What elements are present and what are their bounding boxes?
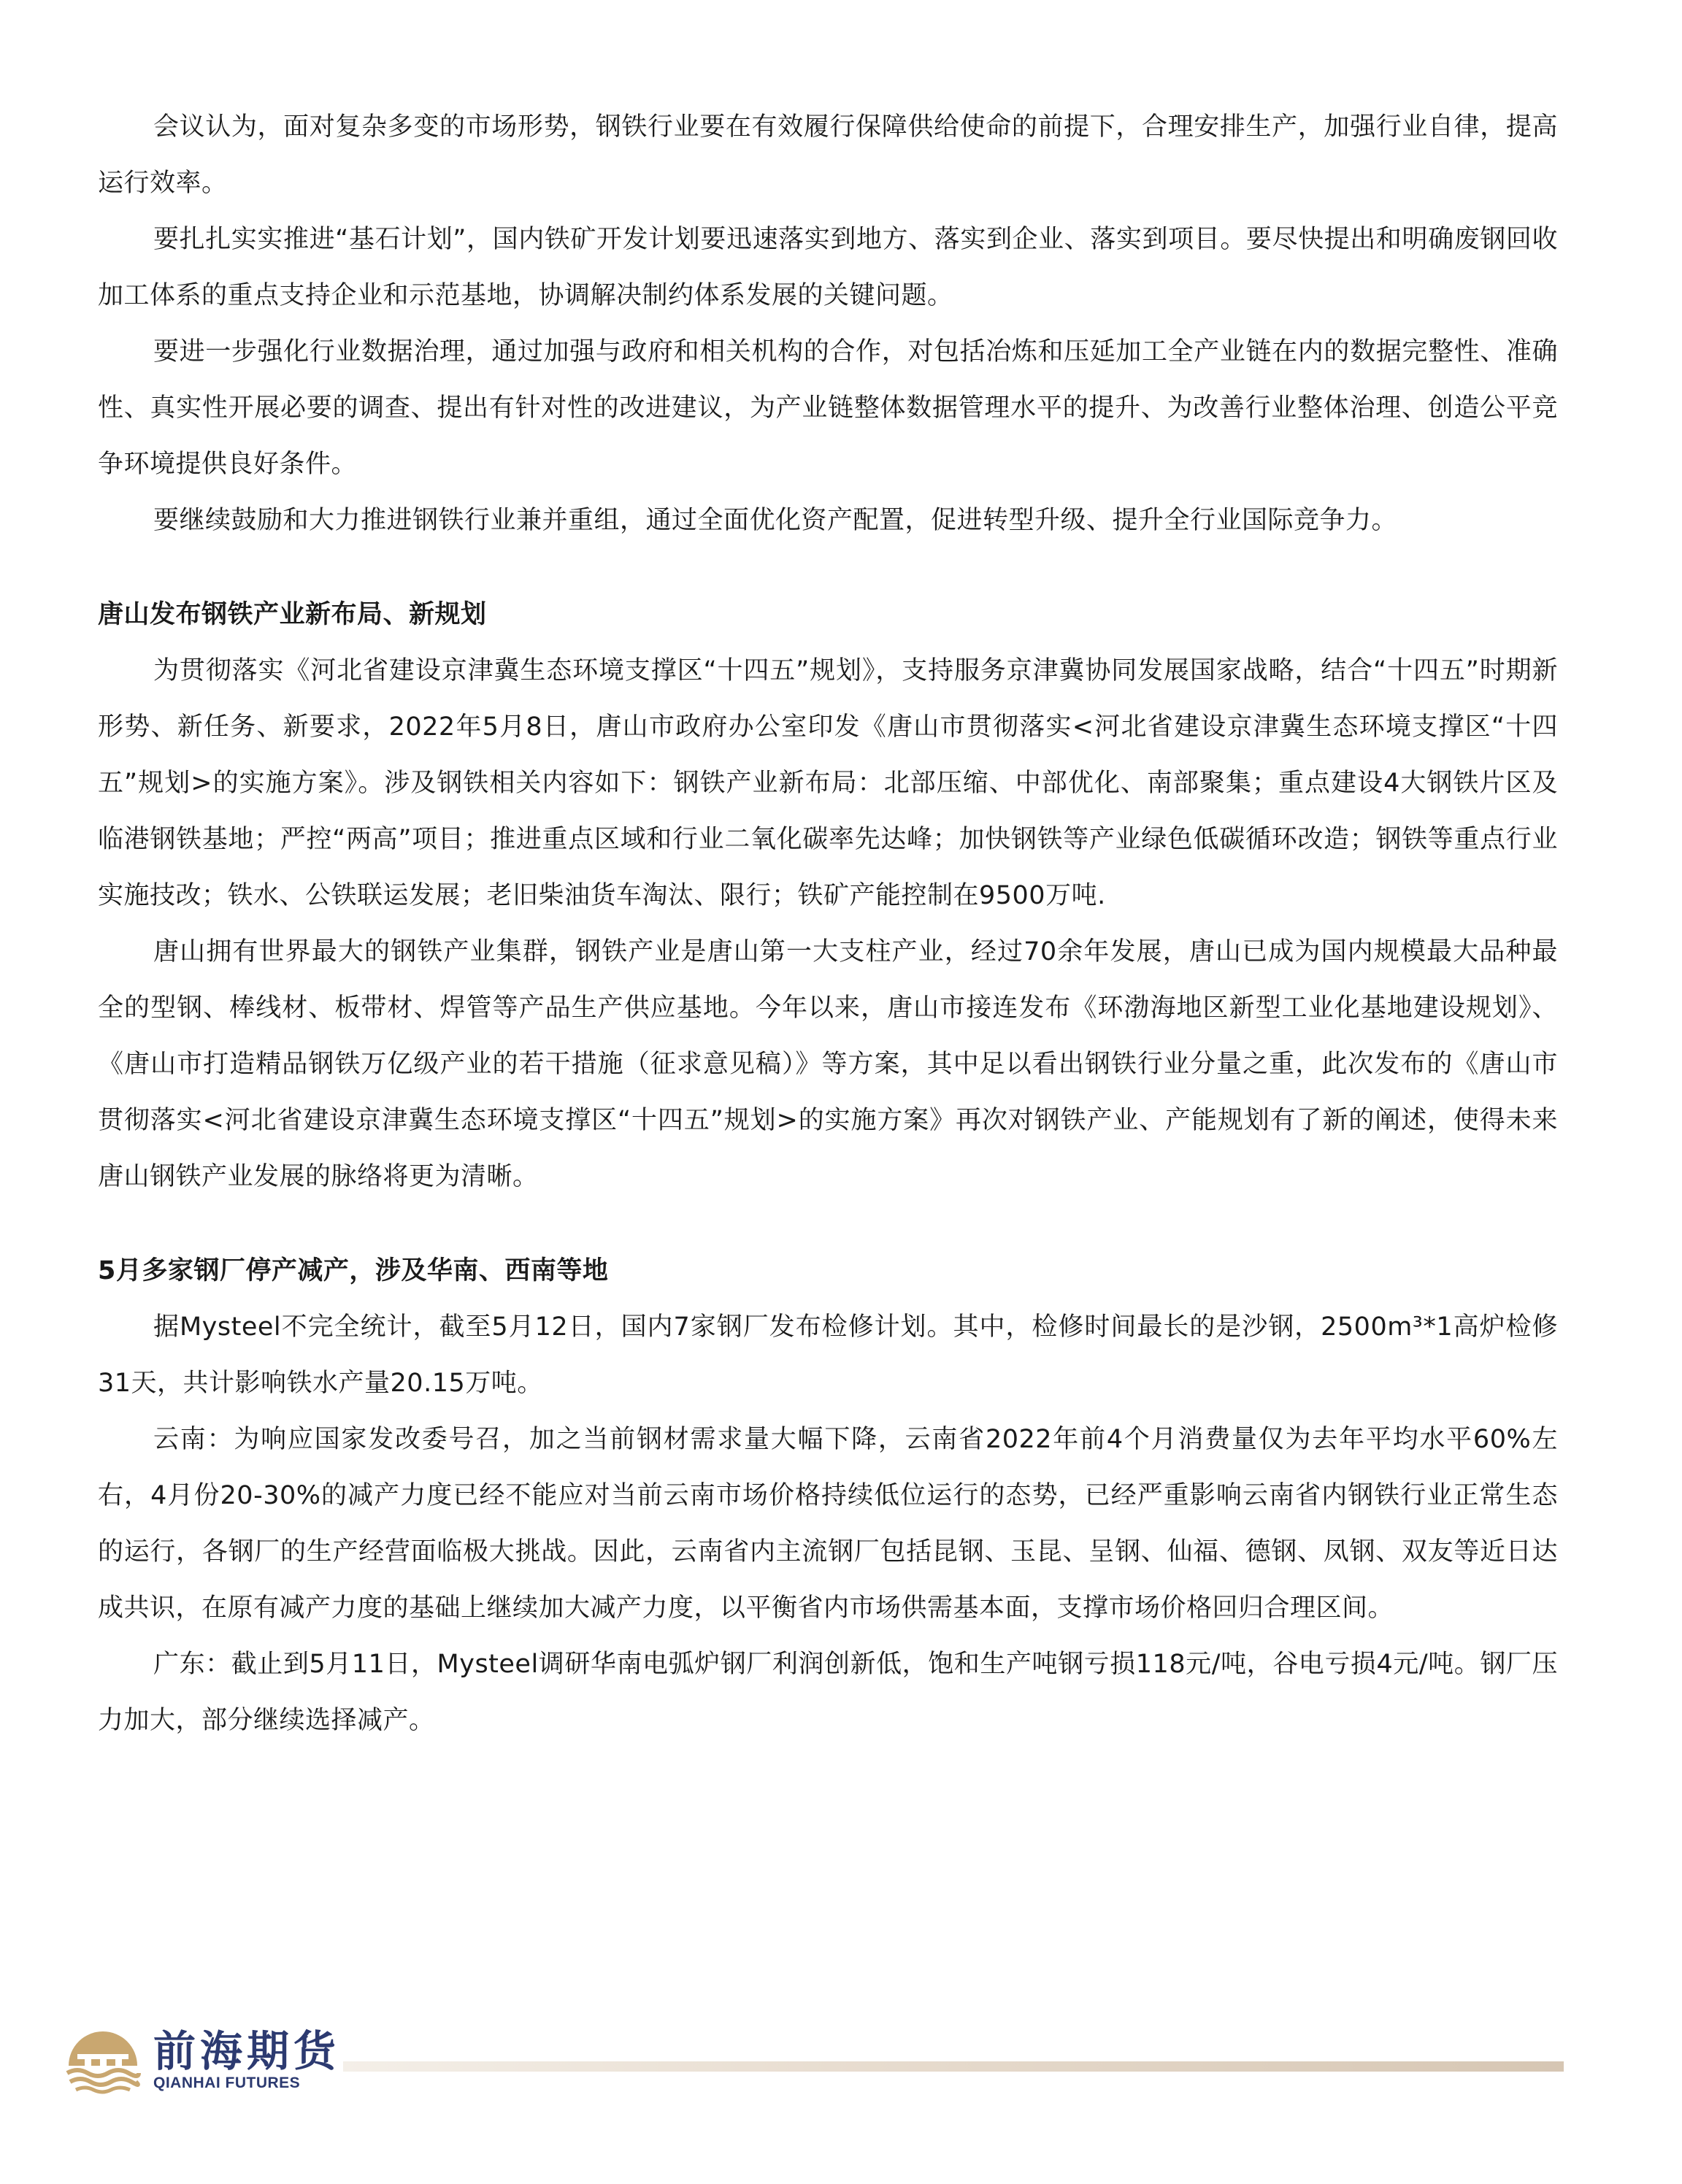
paragraph: 云南：为响应国家发改委号召，加之当前钢材需求量大幅下降，云南省2022年前4个月消费量仅为去年平均水平60%左右，4月份20-30%的减产力度已经不能应对当前云南市场价格持续低位运行的态势，已经严重影响云南省内钢铁行业正常生态的运行，各钢厂的生产经营面临极大挑战。因此，云南省内主流钢厂包括昆钢、玉昆、呈钢、仙福、德钢、凤钢、双友等近日达成共识，在原有减产力度的基础上继续加大减产力度，以平衡省内市场供需基本面，支撑市场价格回归合理区间。 (98, 1425, 1558, 1623)
paragraph: 唐山拥有世界最大的钢铁产业集群，钢铁产业是唐山第一大支柱产业，经过70余年发展，唐山已成为国内规模最大品种最全的型钢、棒线材、板带材、焊管等产品生产供应基地。今年以来，唐山市接连发布《环渤海地区新型工业化基地建设规划》、《唐山市打造精品钢铁万亿级产业的若干措施（征求意见稿）》等方案，其中足以看出钢铁行业分量之重，此次发布的《唐山市贯彻落实<河北省建设京津冀生态环境支撑区“十四五”规划>的实施方案》再次对钢铁产业、产能规划有了新的阐述，使得未来唐山钢铁产业发展的脉络将更为清晰。 (98, 937, 1558, 1191)
document-body (98, 99, 1558, 1749)
paragraph: 要扎扎实实推进“基石计划”，国内铁矿开发计划要迅速落实到地方、落实到企业、落实到项目。要尽快提出和明确废钢回收加工体系的重点支持企业和示范基地，协调解决制约体系发展的关键问题。 (98, 225, 1558, 310)
page-footer (63, 2022, 1589, 2095)
footer-divider (343, 2061, 1564, 2072)
paragraph: 广东：截止到5月11日，Mysteel调研华南电弧炉钢厂利润创新低，饱和生产吨钢亏损118元/吨，谷电亏损4元/吨。钢厂压力加大，部分继续选择减产。 (98, 1650, 1558, 1735)
section-spacer (98, 549, 1558, 587)
logo-chinese-name: 前海期货 (153, 2026, 341, 2076)
paragraph: 要进一步强化行业数据治理，通过加强与政府和相关机构的合作，对包括冶炼和压延加工全产业链在内的数据完整性、准确性、真实性开展必要的调查、提出有针对性的改进建议，为产业链整体数据管理水平的提升、为改善行业整体治理、创造公平竞争环境提供良好条件。 (98, 337, 1558, 479)
paragraph: 要继续鼓励和大力推进钢铁行业兼并重组，通过全面优化资产配置，促进转型升级、提升全行业国际竞争力。 (153, 506, 1398, 535)
section-heading: 5月多家钢厂停产减产，涉及华南、西南等地 (98, 1256, 609, 1285)
section-spacer (98, 1205, 1558, 1243)
qianhai-logo-icon (63, 2022, 143, 2095)
section-heading: 唐山发布钢铁产业新布局、新规划 (98, 600, 487, 629)
paragraph: 会议认为，面对复杂多变的市场形势，钢铁行业要在有效履行保障供给使命的前提下，合理安排生产，加强行业自律，提高运行效率。 (98, 112, 1558, 198)
logo-english-name: QIANHAI FUTURES (153, 2075, 301, 2091)
paragraph: 据Mysteel不完全统计，截至5月12日，国内7家钢厂发布检修计划。其中，检修时间最长的是沙钢，2500m³*1高炉检修31天，共计影响铁水产量20.15万吨。 (98, 1312, 1558, 1398)
paragraph: 为贯彻落实《河北省建设京津冀生态环境支撑区“十四五”规划》，支持服务京津冀协同发展国家战略，结合“十四五”时期新形势、新任务、新要求，2022年5月8日，唐山市政府办公室印发《唐山市贯彻落实<河北省建设京津冀生态环境支撑区“十四五”规划>的实施方案》。涉及钢铁相关内容如下：钢铁产业新布局：北部压缩、中部优化、南部聚集；重点建设4大钢铁片区及临港钢铁基地；严控“两高”项目；推进重点区域和行业二氧化碳率先达峰；加快钢铁等产业绿色低碳循环改造；钢铁等重点行业实施技改；铁水、公铁联运发展；老旧柴油货车淘汰、限行；铁矿产能控制在9500万吨. (98, 656, 1558, 910)
